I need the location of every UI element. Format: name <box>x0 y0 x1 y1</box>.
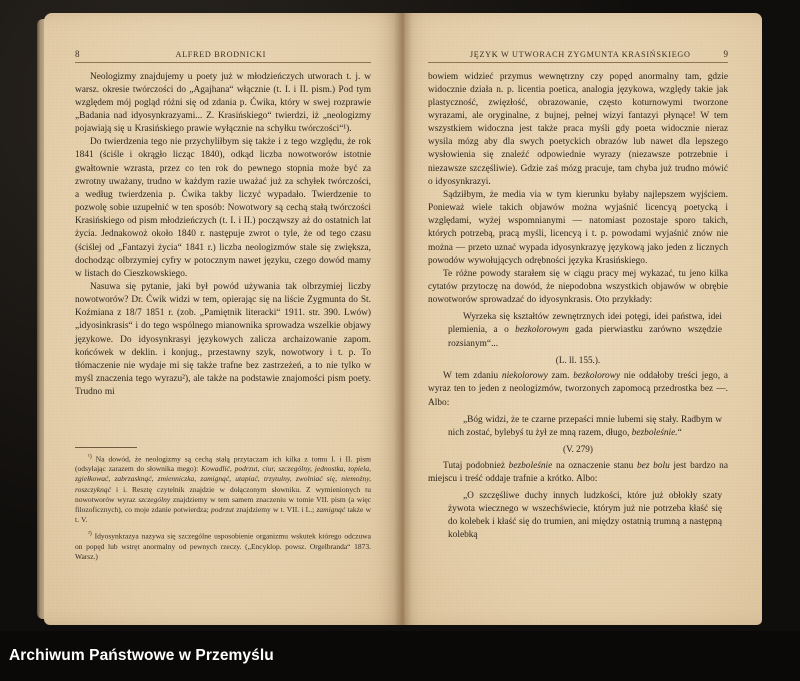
italic-run: podrzut <box>211 505 234 515</box>
footnote: $^{^2)}$ Idyosynkrazya nazywa się szczególne usposobienie organizmu wskutek którego odczuwa on popęd lub wstręt anormalny od pewnych rzeczy. („Encyklop. powsz. Orgelbranda“ 1873. Warsz.) <box>75 531 371 562</box>
italic-run: bez bolu <box>637 460 670 471</box>
left-folio-number: 8 <box>75 49 80 59</box>
italic-run: bezboleśnie. <box>631 427 678 438</box>
italic-run: bezkolorowym <box>515 325 569 336</box>
italic-run: niekolorowy <box>501 371 548 382</box>
right-page <box>402 13 762 625</box>
citation-line: (V. 279) <box>563 444 593 455</box>
paragraph: W tem zdaniu niekolorowy zam. bezkolorowy nie oddałoby treści jego, a wyraz ten to jeden z neologizmów, tworzonych zapomocą przedrostka bez —. Albo: <box>428 371 728 408</box>
paragraph: bowiem widzieć przymus wewnętrzny czy popęd anormalny tam, gdzie widocznie działa n. p. licentia poetica, analogia językowa, względy takie jak plastyczność, zwięzłość, obrazowanie, często koturnowymi tworzone wyrazami, ale oryginalne, z bujnej, pełnej wizyi fantazyi płynące! W tem wszystkiem widoczna jest także praca myśli gdy poeta widocznie nieraz wysila mózg aby dla swych poetyckich obrazów lub nawet dla lepszego wysłowienia się znaleźć odpowiednie wyrazy (niezawsze potrzebnie i niezawsze szczęśliwie). Gdzie zaś mózg pracuje, tam chyba już trudno mówić o idyosynkrazyi. <box>428 71 728 187</box>
paragraph: Do twierdzenia tego nie przychyliłbym się także i z tego względu, że rok 1841 (ściśle i okrągło licząc 1840), odkąd liczba nowotworów istotnie gwałtownie wzrasta, przez co ten rok do pewnego stopnia może być za zwrotny uważany, trudno w każdym razie uważać już za schyłek twórczości, a według twierdzenia p. Ćwika takby liczyć wypadało. Twierdzenie to pozwolę sobie uzupełnić w ten sposób: Nowotwory są cechą stałą twórczości Krasińskiego od pism młodzieńczych (t. I. i II.) począwszy aż do ostatnich lat życia. Jednakowoż około 1840 r. następuje zwrot o tyle, że od tego czasu (ściślej od „Fantazyi życia“ 1841 r.) liczba neologizmów stale się zwiększa, dochodząc olbrzymiej cyfry w potocznym nawet języku, czego dowód mamy w listach do Cieszkowskiego. <box>75 137 371 279</box>
archive-watermark-bar <box>0 631 800 681</box>
paragraph: Neologizmy znajdujemy u poety już w młodzieńczych utworach t. j. w warsz. okresie twórczości do „Agajhana“ włącznie (t. I. i II. pism.) Pod tym względem mój pogląd różni się od zdania p. Ćwika, który w swej rozprawie „Badania nad idyosynkrazyami... Z. Krasińskiego“ twierdzi, iż „neologizmy pojawiają się u Krasińskiego prawie wyłącznie na schyłku twórczości“¹). <box>75 71 371 135</box>
left-running-head-title: ALFRED BRODNICKI <box>175 50 267 59</box>
italic-run: szczególny <box>138 494 171 504</box>
footnote: $^{^1)}$ Na dowód, że neologizmy są cechą stałą przytaczam ich kilka z tomu I. i II. pism (odsyłając zarazem do słownika mego): Kowadlić, podrzut, ciur, szczególny, jednostka, topiela, zgiełkować, zabrzasknąć, zmienniczka, zamignąć, utapiać, trzytulny, zwolniać się, niemoźny, roszczyknąć i i. Resztę czytelnik znajdzie w dołączonym słowniku. Z wymienionych tu nowotworów wyraz szczególny znajdziemy w tem samem znaczeniu w tomie VII. pism (a więc filozoficznych), co moje zdanie potwierdza; podrzut znajdziemy w t. VII. i L.; zamignąć także w t. V. <box>75 453 371 525</box>
italic-run: bezboleśnie <box>508 460 553 471</box>
paragraph: Sądziłbym, że media via w tym kierunku byłaby najlepszem wyjściem. Ponieważ wiele takich objawów można wyjaśnić licencyą poetycką i względami, wyżej wspomnianymi — natomiast pozostaje sporo takich, których potrzebą, pracą myśli, licencyą i t. p. powodami wyjaśnić znów nie można — przeto uznać wypada idyosynkrazyę językową jako jeden z licznych powodów wywołujących odrębności języka Krasińskiego. <box>428 189 728 266</box>
footnote-block <box>75 447 371 563</box>
left-page <box>44 13 402 625</box>
footnote-marker: ¹) <box>88 453 92 460</box>
footnote-separator-rule <box>75 447 137 448</box>
right-page-blocks <box>428 71 728 543</box>
citation-line: (L. ll. 155.). <box>555 354 601 365</box>
right-folio-number: 9 <box>723 49 728 59</box>
archive-watermark-text: Archiwum Państwowe w Przemyślu <box>9 647 274 664</box>
italic-run: bezkolorowy <box>573 371 621 382</box>
right-running-head-title: JĘZYK W UTWORACH ZYGMUNTA KRASIŃSKIEGO <box>469 50 691 59</box>
italic-run: Kowadlić, podrzut, ciur, szczególny, jednostka, topiela, zgiełkować, zabrzasknąć, zmienniczka, zamignąć, utapiać, trzytulny, zwolniać się, niemoźny, roszczyknąć <box>75 464 371 494</box>
left-page-text-column <box>75 49 371 399</box>
block-quote: „O szczęśliwe duchy innych ludzkości, które już obłokły szaty żywota wiecznego w wszechświecie, którym już nie potrzeba kłaść się do kolebek i kłaść się do trumien, ani między ostatnią trumną a następną kolebką <box>448 490 722 541</box>
block-quote: Wyrzeka się kształtów zewnętrznych idei potęgi, idei państwa, idei plemienia, a o bezkolorowym gada pierwiastku zarówno wszędzie rozsianym“... <box>448 312 722 349</box>
left-running-head <box>75 49 371 63</box>
italic-run: zamignąć <box>316 505 346 515</box>
paragraph: Tutaj podobnież bezboleśnie na oznaczenie stanu bez bolu jest bardzo na miejscu i treść oddaje trafnie a krótko. Albo: <box>428 460 728 484</box>
open-book <box>44 13 762 625</box>
paragraph: Te różne powody starałem się w ciągu pracy mej wykazać, tu jeno kilka cytatów przytoczę na dowód, że niepodobna wszystkich objawów w obrębie nowotworów sprowadzać do idyosynkrasis. Oto przykłady: <box>428 268 728 306</box>
footnote-marker: ²) <box>88 531 92 538</box>
right-running-head <box>428 49 728 63</box>
right-page-text-column <box>428 49 728 543</box>
paragraph: Nasuwa się pytanie, jaki był powód używania tak olbrzymiej liczby nowotworów? Dr. Ćwik widzi w tem, opierając się na liście Zygmunta do St. Koźmiana z 18/7 1851 r. (zob. „Pamiętnik literacki“ 1911. str. 390. Lwów) „idyosinkrasis“ i do tego wspólnego mianownika sprowadza wszelkie objawy językowe. Do idyosynkrasyi językowych zalicza archaizowanie zapom. końcówek w deklin. i konjug., przestawny szyk, nowotwory i t. p. To tłómaczenie nie wydaje mi się także trafne bez zastrzeżeń, a to nie tylko w myśl znaczenia tego wyrazu²), ale także na podstawie znajomości pism poety. Trudno mi <box>75 282 371 398</box>
block-quote: „Bóg widzi, że te czarne przepaści mnie lubemi się stały. Radbym w nich zostać, bylebyś tu żył ze mną razem, długo, bezboleśnie.“ <box>448 414 722 438</box>
